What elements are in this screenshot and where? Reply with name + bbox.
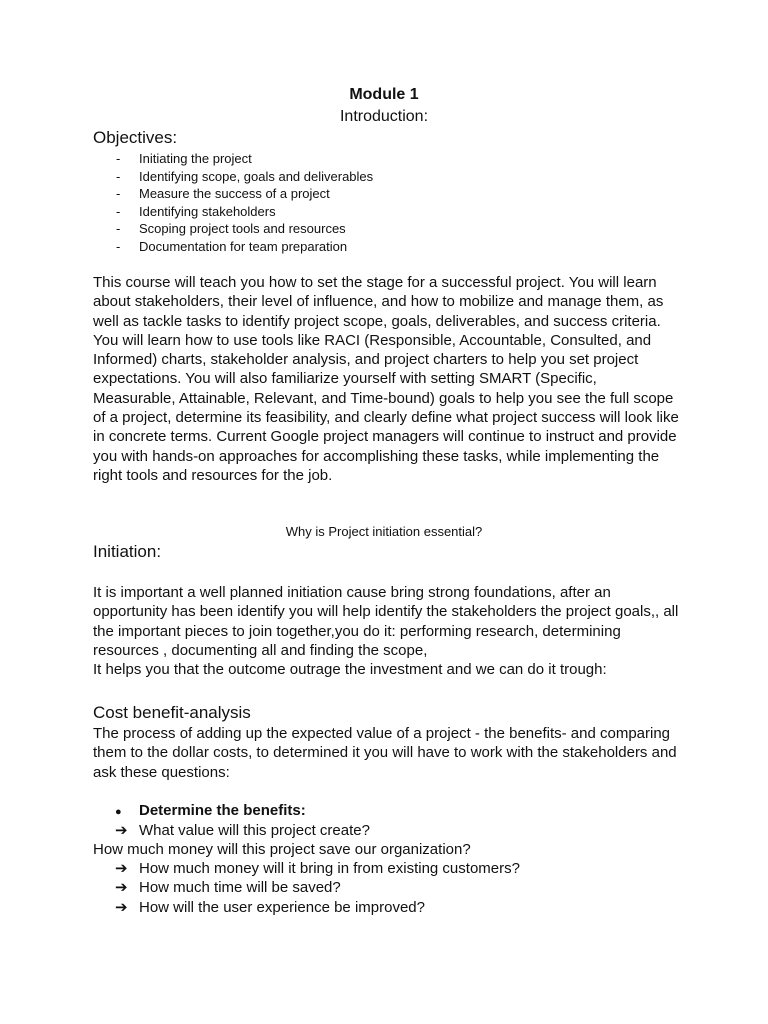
question-text: How much time will be saved?	[139, 879, 341, 896]
list-item	[116, 150, 373, 168]
objective-text: Documentation for team preparation	[139, 238, 348, 254]
page-subtitle: Introduction:	[339, 108, 429, 125]
benefits-heading: Determine the benefits:	[139, 802, 306, 819]
arrow-icon: ➔	[115, 879, 128, 896]
dash-marker: -	[116, 186, 121, 201]
list-item	[116, 238, 373, 256]
question-plain: How much money will this project save our organization?	[93, 841, 471, 858]
dash-marker: -	[116, 238, 121, 254]
objective-text: Identifying scope, goals and deliverables	[139, 168, 374, 184]
list-item	[116, 168, 373, 186]
list-item	[116, 185, 373, 203]
dash-marker: -	[116, 221, 121, 236]
objectives-list	[116, 150, 373, 255]
question-text: How much money will it bring in from existing customers?	[139, 860, 520, 877]
initiation-heading: Initiation:	[93, 542, 162, 561]
bullet-icon: ●	[115, 806, 122, 818]
initiation-paragraph-text: It is important a well planned initiation cause bring strong foundations, after an opportunity has been identify you will help identify the stakeholders the project goals,, all the important pieces to join together,you do it: performing research, determining resources , documenting all and finding the scope,	[93, 584, 679, 659]
arrow-icon: ➔	[115, 860, 128, 877]
objectives-heading: Objectives:	[93, 128, 178, 147]
section-caption: Why is Project initiation essential?	[285, 524, 483, 539]
intro-paragraph-text: This course will teach you how to set the stage for a successful project. You will learn about stakeholders, their level of influence, and how to mobilize and manage them, as well as tackle tasks to identify project scope, goals, deliverables, and success criteria. You will learn how to use tools like RACI (Responsible, Accountable, Consulted, and Informed) charts, stakeholder analysis, and project charters to help you set project expectations. You will also familiarize yourself with setting SMART (Specific, Measurable, Attainable, Relevant, and Time-bound) goals to help you see the full scope of a project, determine its feasibility, and clearly define what project success will look like in concrete terms. Current Google project managers will continue to instruct and provide you with hands-on approaches for accomplishing these tasks, while implementing the right tools and resources for the job.	[93, 274, 679, 484]
dash-marker: -	[116, 203, 121, 219]
page-title: Module 1	[349, 86, 419, 103]
cost-benefit-paragraph-text: The process of adding up the expected value of a project - the benefits- and comparing them to the dollar costs, to determined it you will have to work with the stakeholders and ask these questions:	[93, 725, 677, 781]
initiation-paragraph	[93, 583, 683, 679]
arrow-icon: ➔	[115, 822, 128, 839]
objective-text: Scoping project tools and resources	[139, 221, 346, 236]
objective-text: Identifying stakeholders	[139, 203, 276, 219]
question-text: What value will this project create?	[139, 822, 370, 839]
cost-benefit-paragraph	[93, 724, 683, 782]
dash-marker: -	[116, 151, 121, 166]
intro-paragraph	[93, 273, 683, 485]
dash-marker: -	[116, 168, 121, 184]
cost-benefit-heading: Cost benefit-analysis	[93, 703, 251, 722]
objective-text: Measure the success of a project	[139, 186, 330, 201]
objective-text: Initiating the project	[139, 151, 252, 166]
list-item	[116, 203, 373, 221]
list-item	[116, 220, 373, 238]
question-text: How will the user experience be improved?	[139, 899, 425, 916]
initiation-line-2: It helps you that the outcome outrage the investment and we can do it trough:	[93, 661, 607, 679]
arrow-icon: ➔	[115, 899, 128, 916]
